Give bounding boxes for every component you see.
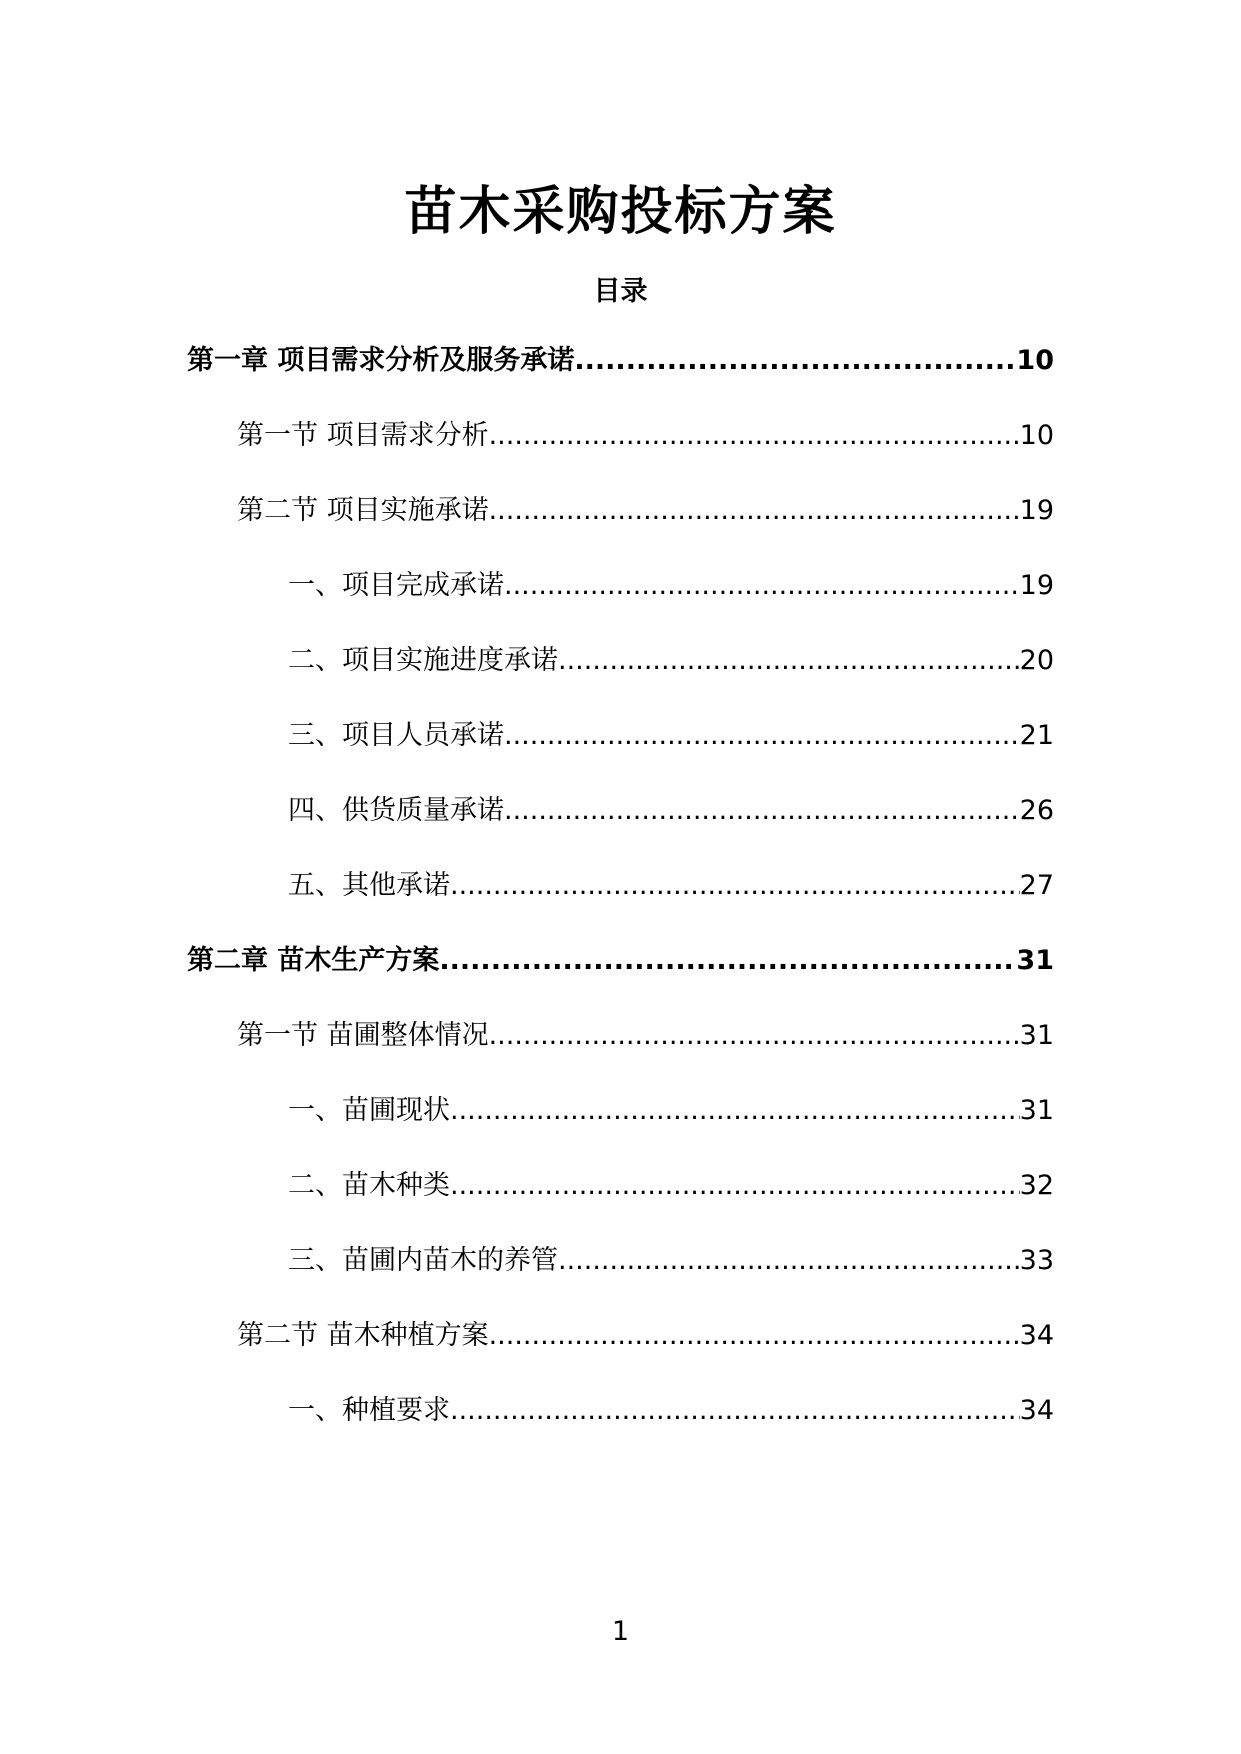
toc-entry-title: 第一节 项目需求分析 [237,420,489,451]
toc-entry[interactable] [237,1312,1054,1360]
toc-leader-dots [489,487,1020,535]
toc-leader-dots [558,637,1020,685]
toc-leader-dots [489,1312,1020,1360]
toc-entry-page: 31 [1016,945,1054,976]
toc-entry-page: 31 [1019,1020,1054,1051]
toc-leader-dots [450,1387,1020,1435]
toc-entry[interactable] [237,1012,1054,1060]
toc-entry[interactable] [288,862,1054,910]
toc-entry-title: 一、项目完成承诺 [288,570,504,601]
toc-entry[interactable] [288,712,1054,760]
toc-entry[interactable] [237,487,1054,535]
toc-entry-page: 33 [1019,1245,1054,1276]
toc-entry-page: 20 [1019,645,1054,676]
toc-entry-page: 10 [1016,345,1054,376]
toc-entry[interactable] [187,937,1054,985]
toc-entry[interactable] [187,337,1054,385]
toc-heading: 目录 [593,276,648,307]
toc-entry-page: 34 [1019,1395,1054,1426]
toc-entry-page: 31 [1019,1095,1054,1126]
toc-entry-title: 一、种植要求 [288,1395,450,1426]
toc-leader-dots [450,1162,1020,1210]
toc-entry-page: 19 [1019,570,1054,601]
toc-leader-dots [439,937,1016,985]
toc-entry-page: 26 [1019,795,1054,826]
toc-leader-dots [489,412,1020,460]
toc-leader-dots [504,787,1020,835]
toc-entry[interactable] [288,787,1054,835]
toc-leader-dots [489,1012,1020,1060]
toc-entry-page: 21 [1019,720,1054,751]
toc-entry-title: 二、项目实施进度承诺 [288,645,558,676]
toc-entry-page: 34 [1019,1320,1054,1351]
toc-leader-dots [574,337,1016,385]
toc-entry[interactable] [288,562,1054,610]
toc-leader-dots [504,712,1020,760]
toc-entry-title: 三、苗圃内苗木的养管 [288,1245,558,1276]
toc-entry-title: 第二节 项目实施承诺 [237,495,489,526]
toc-entry[interactable] [288,1162,1054,1210]
toc-entry-page: 32 [1019,1170,1054,1201]
toc-entry-title: 第一节 苗圃整体情况 [237,1020,489,1051]
toc-entry[interactable] [288,1237,1054,1285]
document-title: 苗木采购投标方案 [404,182,837,242]
toc-entry[interactable] [288,1387,1054,1435]
toc-entry-title: 第二节 苗木种植方案 [237,1320,489,1351]
toc-entry-page: 27 [1019,870,1054,901]
toc-entry[interactable] [288,637,1054,685]
toc-leader-dots [450,862,1020,910]
toc-entry-title: 第一章 项目需求分析及服务承诺 [187,345,575,376]
toc-entry-page: 19 [1019,495,1054,526]
toc-leader-dots [558,1237,1020,1285]
toc-entry-title: 一、苗圃现状 [288,1095,450,1126]
toc-entry-title: 三、项目人员承诺 [288,720,504,751]
toc-leader-dots [450,1087,1020,1135]
toc-entry[interactable] [288,1087,1054,1135]
page-number: 1 [611,1616,630,1647]
toc-entry-title: 二、苗木种类 [288,1170,450,1201]
toc-leader-dots [504,562,1020,610]
toc-entry-title: 四、供货质量承诺 [288,795,504,826]
toc-entry-title: 第二章 苗木生产方案 [187,945,440,976]
toc-entry-title: 五、其他承诺 [288,870,450,901]
toc-entry-page: 10 [1019,420,1054,451]
toc-entry[interactable] [237,412,1054,460]
